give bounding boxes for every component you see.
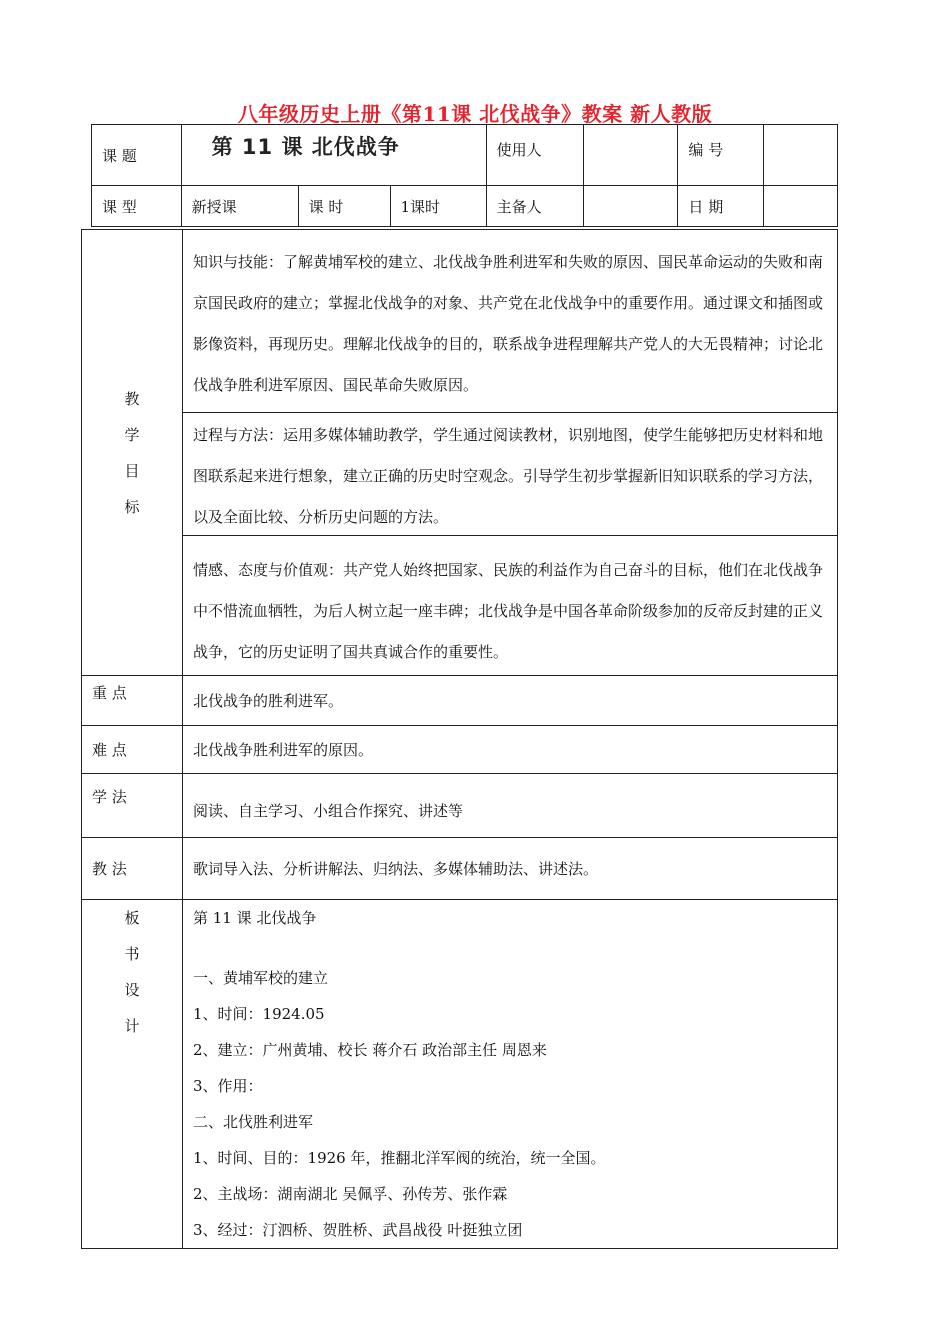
board-label bbox=[82, 900, 183, 1249]
user-label: 使用人 bbox=[486, 125, 583, 186]
date-label: 日 期 bbox=[678, 186, 764, 227]
difficulty-label: 难 点 bbox=[82, 726, 183, 774]
preparer-label: 主备人 bbox=[486, 186, 583, 227]
board-line: 二、北伐胜利进军 bbox=[193, 1113, 314, 1131]
study-method-label: 学 法 bbox=[82, 774, 183, 838]
preparer-value bbox=[583, 186, 678, 227]
date-value bbox=[764, 186, 838, 227]
board-line bbox=[193, 936, 827, 960]
board-label-char: 板 bbox=[124, 909, 140, 927]
type-value: 新授课 bbox=[181, 186, 298, 227]
objective-process: 过程与方法：运用多媒体辅助教学，学生通过阅读教材，识别地图，使学生能够把历史材料和地图联系起来进行想象，建立正确的历史时空观念。引导学生初步掌握新旧知识联系的学习方法，以及全面比较、分析历史问题的方法。 bbox=[183, 412, 837, 535]
objectives-label-char: 标 bbox=[124, 497, 140, 516]
user-value bbox=[583, 125, 678, 186]
board-line: 2、建立：广州黄埔、校长 蒋介石 政治部主任 周恩来 bbox=[193, 1041, 547, 1059]
board-line: 第 11 课 北伐战争 bbox=[193, 909, 317, 927]
board-label-char: 书 bbox=[124, 945, 140, 963]
key-point-label: 重 点 bbox=[82, 676, 183, 726]
objectives-label-char: 学 bbox=[124, 425, 140, 444]
lesson-header-table bbox=[91, 124, 838, 227]
hours-label: 课 时 bbox=[298, 186, 390, 227]
topic-value bbox=[181, 125, 486, 186]
number-label: 编 号 bbox=[678, 125, 764, 186]
board-content bbox=[183, 900, 838, 1249]
board-label-char: 设 bbox=[124, 981, 140, 999]
objective-knowledge: 知识与技能：了解黄埔军校的建立、北伐战争胜利进军和失败的原因、国民革命运动的失败和南京国民政府的建立；掌握北伐战争的对象、共产党在北伐战争中的重要作用。通过课文和插图或影像资料，再现历史。理解北伐战争的目的，联系战争进程理解共产党人的大无畏精神；讨论北伐战争胜利进军原因、国民革命失败原因。 bbox=[193, 252, 824, 394]
teach-method-value: 歌词导入法、分析讲解法、归纳法、多媒体辅助法、讲述法。 bbox=[183, 838, 838, 900]
board-line: 一、黄埔军校的建立 bbox=[193, 969, 329, 987]
board-line: 1、时间：1924.05 bbox=[193, 1005, 325, 1023]
objectives-content bbox=[183, 230, 838, 676]
page-title: 八年级历史上册《第11课 北伐战争》教案 新人教版 bbox=[237, 102, 713, 126]
difficulty-value: 北伐战争胜利进军的原因。 bbox=[183, 726, 838, 774]
objective-emotion: 情感、态度与价值观：共产党人始终把国家、民族的利益作为自己奋斗的目标，他们在北伐战争中不惜流血牺牲，为后人树立起一座丰碑；北伐战争是中国各革命阶级参加的反帝反封建的正义战争，它的历史证明了国共真诚合作的重要性。 bbox=[183, 535, 837, 674]
key-point-value: 北伐战争的胜利进军。 bbox=[183, 676, 838, 726]
objectives-label-char: 目 bbox=[124, 461, 140, 480]
board-line: 2、主战场：湖南湖北 吴佩孚、孙传芳、张作霖 bbox=[193, 1185, 508, 1203]
lesson-plan-table bbox=[81, 229, 838, 1249]
study-method-value: 阅读、自主学习、小组合作探究、讲述等 bbox=[183, 774, 838, 838]
type-label: 课 型 bbox=[92, 186, 182, 227]
hours-value: 1课时 bbox=[390, 186, 486, 227]
board-line: 3、作用： bbox=[193, 1077, 263, 1095]
objectives-label bbox=[82, 230, 183, 676]
number-value bbox=[764, 125, 838, 186]
topic-label: 课 题 bbox=[92, 125, 182, 186]
objectives-label-char: 教 bbox=[124, 389, 140, 408]
teach-method-label: 教 法 bbox=[82, 838, 183, 900]
board-label-char: 计 bbox=[124, 1017, 140, 1035]
board-line: 1、时间、目的：1926 年，推翻北洋军阀的统治，统一全国。 bbox=[193, 1149, 606, 1167]
board-line: 3、经过：汀泗桥、贺胜桥、武昌战役 叶挺独立团 bbox=[193, 1221, 523, 1239]
lesson-title-image-text: 第 11 课 北伐战争 bbox=[211, 135, 400, 159]
